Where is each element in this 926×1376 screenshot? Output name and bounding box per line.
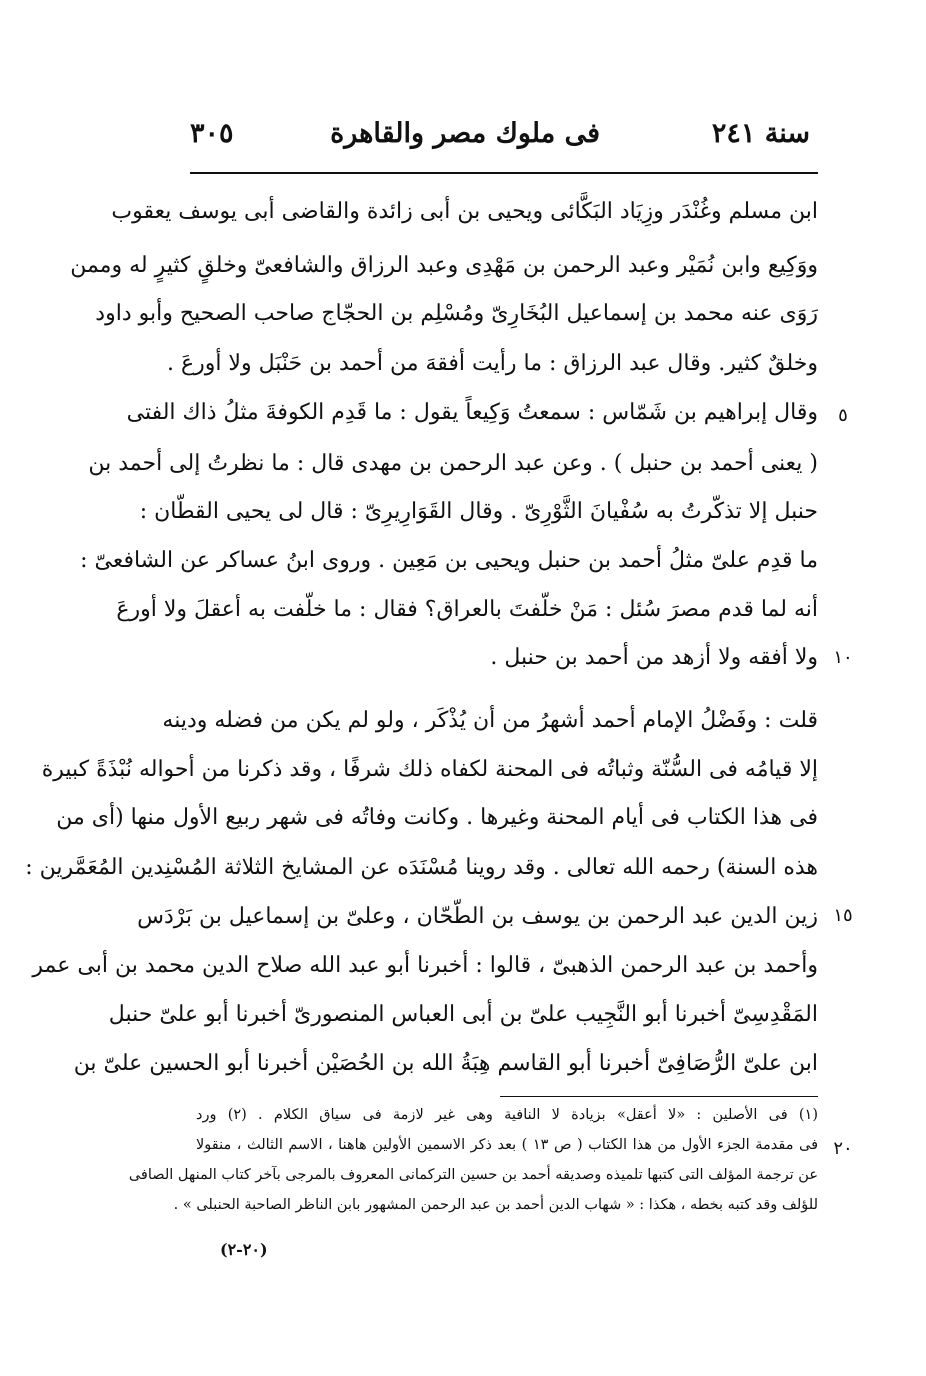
text-line: قلت : وفَضْلُ الإمام أحمد أشهرُ من أن يُذْكَر ، ولو لم يكن من فضله ودينه: [162, 708, 818, 733]
text-line: ابن مسلم وغُنْدَر وزِيَاد البَكَّائى ويحيى بن أبى زائدة والقاضى أبى يوسف يعقوب: [111, 199, 818, 224]
printer-signature: (٢٠-٢): [220, 1240, 268, 1259]
footnote-line: فى مقدمة الجزء الأول من هذا الكتاب ( ص ١٣ ) بعد ذكر الاسمين الأولين هاهنا ، الاسم الثالث ، منقولا: [196, 1137, 818, 1153]
text-line: وقال إبراهيم بن شَمّاس : سمعتُ وَكِيعاً يقول : ما قَدِم الكوفةَ مثلُ ذاك الفتى: [126, 400, 818, 425]
header-rule: [190, 172, 818, 174]
text-line: ولا أفقه ولا أزهد من أحمد بن حنبل .: [490, 645, 818, 670]
header-title: فى ملوك مصر والقاهرة: [330, 118, 600, 149]
line-number: ٢٠: [833, 1138, 853, 1159]
running-header: [190, 118, 810, 158]
text-line: هذه السنة) رحمه الله تعالى . وقد روينا مُسْنَدَه عن المشايخ الثلاثة المُسْنِدين المُعَمَّرين :: [25, 855, 818, 880]
footnote-line: (١) فى الأصلين : «لا أعقل» بزيادة لا النافية وهى غير لازمة فى سياق الكلام . (٢) ورد: [196, 1107, 818, 1123]
text-line: المَقْدِسِىّ أخبرنا أبو النَّجِيب علىّ بن أبى العباس المنصورىّ أخبرنا أبو علىّ حنبل: [108, 1002, 818, 1027]
text-line: ( يعنى أحمد بن حنبل ) . وعن عبد الرحمن بن مهدى قال : ما نظرتُ إلى أحمد بن: [88, 451, 818, 476]
header-page-number: ٣٠٥: [190, 118, 234, 149]
text-line: ووَكِيع وابن نُمَيْر وعبد الرحمن بن مَهْدِى وعبد الرزاق والشافعىّ وخلقٍ كثيرٍ له وممن: [70, 253, 818, 278]
line-number: ١٥: [833, 905, 853, 926]
text-line: وخلقٌ كثير. وقال عبد الرزاق : ما رأيت أفقهَ من أحمد بن حَنْبَل ولا أورعَ .: [166, 351, 818, 376]
text-line: فى هذا الكتاب فى أيام المحنة وغيرها . وكانت وفاتُه فى شهر ربيع الأول منها (أى من: [56, 805, 818, 830]
header-year: سنة ٢٤١: [711, 118, 810, 149]
text-line: ابن علىّ الرُّصَافِىّ أخبرنا أبو القاسم هِبَةُ الله بن الحُصَيْن أخبرنا أبو الحسين علىّ بن: [73, 1051, 818, 1076]
text-line: أنه لما قدم مصرَ سُئل : مَنْ خلّفتَ بالعراق؟ فقال : ما خلّفت به أعقلَ ولا أورعَ: [116, 597, 818, 622]
footnote-line: عن ترجمة المؤلف التى كتبها تلميذه وصديقه أحمد بن حسين التركمانى المعروف بالمرجى بآخر كتاب المنهل الصافى: [128, 1167, 818, 1183]
text-line: إلا قيامُه فى السُّنّة وثباتُه فى المحنة لكفاه ذلك شرفًا ، وقد ذكرنا من أحواله نُبْذَةً كبيرة: [41, 757, 818, 782]
text-line: حنبل إلا تذكّرتُ به سُفْيانَ الثَّوْرِىّ . وقال القَوَارِيرِىّ : قال لى يحيى القطّان :: [139, 499, 818, 524]
line-number: ١٠: [833, 647, 853, 668]
line-number: ٥: [838, 405, 848, 426]
text-line: ما قدِم علىّ مثلُ أحمد بن حنبل ويحيى بن مَعِين . وروى ابنُ عساكر عن الشافعىّ :: [80, 548, 818, 573]
text-line: وأحمد بن عبد الرحمن الذهبىّ ، قالوا : أخبرنا أبو عبد الله صلاح الدين محمد بن أبى عمر: [32, 953, 818, 978]
footnote-rule: [500, 1096, 818, 1097]
text-line: رَوَى عنه محمد بن إسماعيل البُخَارِىّ ومُسْلِم بن الحجّاج صاحب الصحيح وأبو داود: [95, 301, 818, 326]
text-line: زين الدين عبد الرحمن بن يوسف بن الطّحّان ، وعلىّ بن إسماعيل بن بَرْدَس: [137, 904, 818, 929]
footnote-line: للؤلف وقد كتبه بخطه ، هكذا : « شهاب الدين أحمد بن عبد الرحمن المشهور بابن الناظر الصاحبة الحنبلى » .: [173, 1197, 818, 1213]
